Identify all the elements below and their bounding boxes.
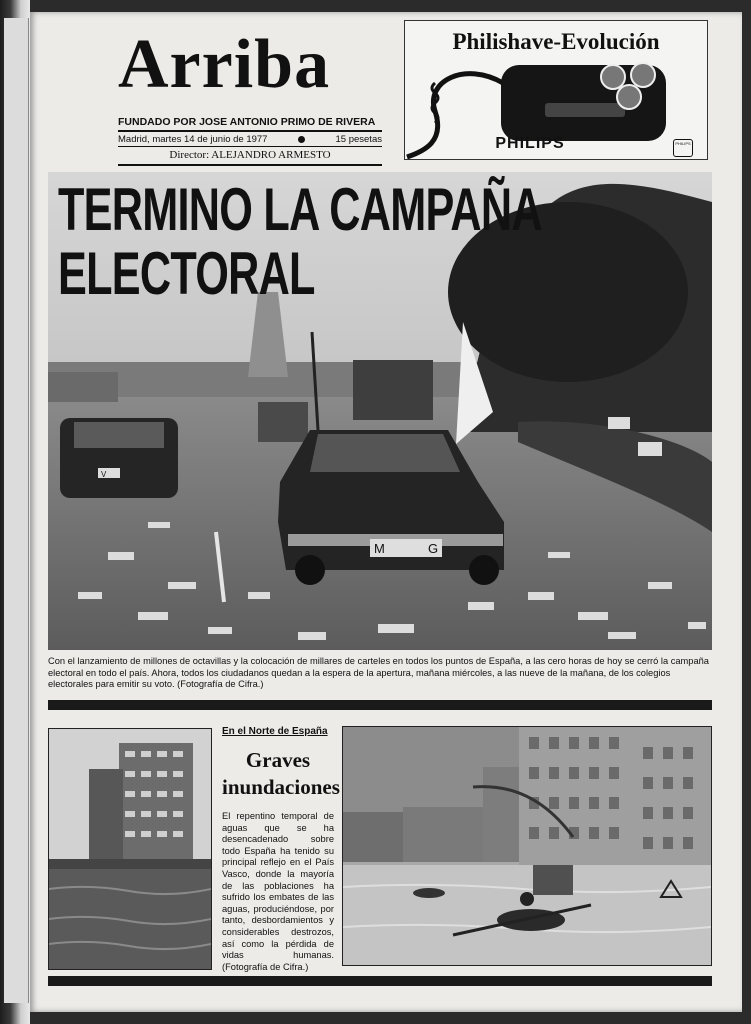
shaver-head-3 [617, 85, 641, 109]
flood-article [222, 726, 340, 973]
shaver-head-1 [601, 65, 625, 89]
section-divider-bottom [48, 976, 712, 986]
floodwater-left [49, 869, 211, 969]
dateline [118, 134, 382, 145]
bus-left [48, 372, 118, 402]
masthead-rule-middle [118, 146, 382, 147]
flood-headline-line-2: inundaciones [222, 775, 340, 799]
flood-headline [222, 747, 340, 801]
car-left-plate-text: V [101, 470, 107, 479]
philips-logo-text: PHILIPS [675, 141, 691, 146]
ad-title: Philishave-Evolución [452, 29, 660, 54]
previous-page-edge [4, 18, 29, 1003]
masthead [118, 26, 382, 166]
flood-photo-buildings [48, 728, 212, 970]
main-headline [58, 178, 542, 306]
philips-shield-logo [673, 139, 693, 157]
van [258, 402, 308, 442]
newspaper-title: Arriba [118, 26, 331, 103]
ad-brand: PHILIPS [495, 135, 565, 152]
masthead-rule-top [118, 130, 382, 132]
philips-advertisement [404, 20, 708, 160]
section-divider-top [48, 700, 712, 710]
main-photo-caption: Con el lanzamiento de millones de octavillas y la colocación de millares de carteles en todos los puntos de España, a las cero horas de hoy se cerró la campaña electoral en todo el país. Ahora, todos los ciudadanos quedan a la espera de la apertura, mañana miércoles, a las nueve de la mañana, de los colegios electorales para emitir su voto. (Fotografía de Cifra.) [48, 656, 709, 689]
small-boat [413, 888, 445, 898]
flood-photo-boats [342, 726, 712, 966]
flood-body-text: El repentino temporal de aguas que se ha desencadenado sobre todo España ha tenido su principal reflejo en el País Vasco, donde la mayoría de las poblaciones ha sufrido los embates de las aguas, produciéndose, por tanto, desbordamientos y considerables destrozos, así como la pérdida de vidas humanas. (Fotografía de Cifra.) [222, 811, 334, 972]
people-on-raft [533, 865, 573, 895]
issue-date: Madrid, martes 14 de junio de 1977 [118, 134, 268, 145]
flood-headline-line-1: Graves [245, 748, 311, 772]
flooded-street-illustration [343, 727, 711, 965]
car-center-plate-suffix: G [428, 541, 439, 556]
car-center-plate-prefix: M [374, 541, 385, 556]
founded-line: FUNDADO POR JOSE ANTONIO PRIMO DE RIVERA [118, 116, 376, 128]
main-headline-line-2: ELECTORAL [58, 240, 315, 307]
issue-price: 15 pesetas [335, 134, 382, 145]
flood-kicker: En el Norte de España [222, 726, 328, 737]
main-headline-line-1: TERMINO LA CAMPAÑA [58, 176, 542, 243]
newspaper-page [30, 12, 742, 1012]
main-photo-election-street [48, 172, 712, 650]
masthead-rule-bottom [118, 164, 382, 166]
bus-center [353, 360, 433, 420]
flooded-buildings-illustration [49, 729, 211, 969]
shaver-head-2 [631, 63, 655, 87]
shaver-grip [545, 103, 625, 117]
director-line: Director: ALEJANDRO ARMESTO [169, 149, 331, 161]
bullet-icon [298, 136, 305, 143]
car-left [60, 418, 178, 498]
